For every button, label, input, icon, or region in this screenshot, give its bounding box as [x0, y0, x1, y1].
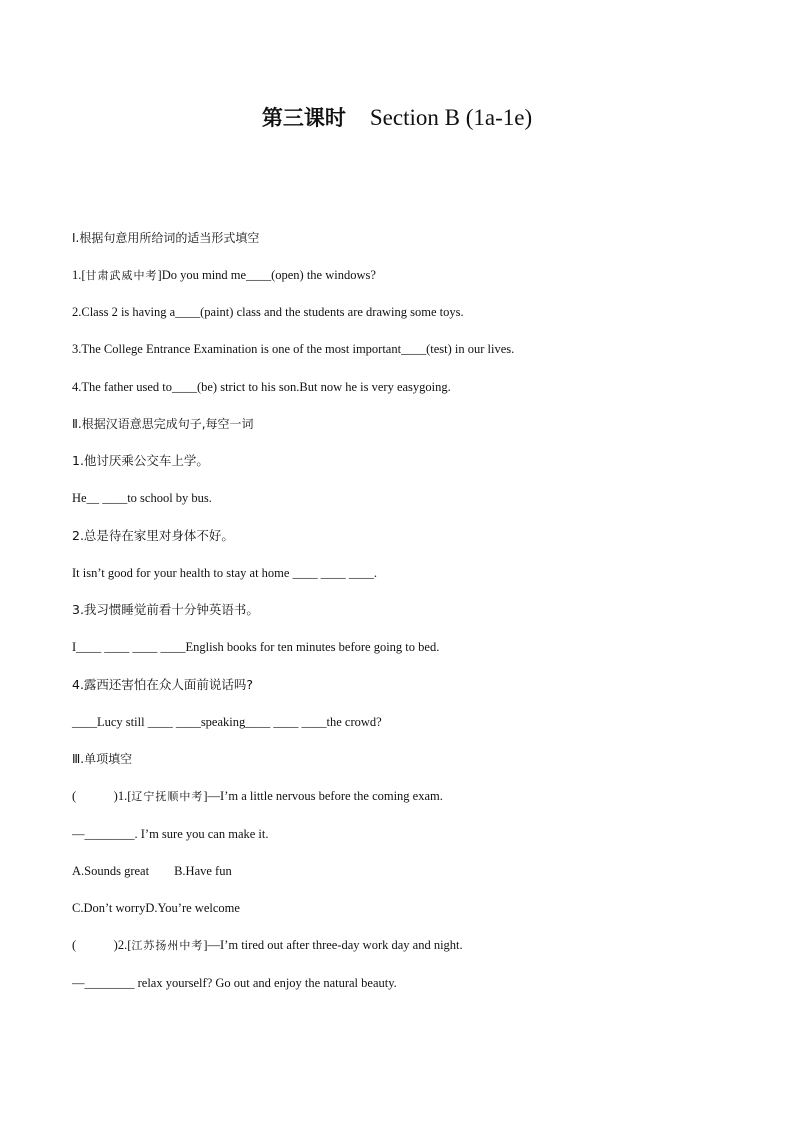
- question-number: 1.[: [72, 268, 86, 282]
- question-text: ]—I’m tired out after three-day work day and night.: [203, 938, 463, 952]
- section-2-question-1-chinese: 1.他讨厌乘公交车上学。: [72, 453, 209, 468]
- section-2-heading: Ⅱ.根据汉语意思完成句子,每空一词: [72, 417, 254, 431]
- question-number: ( )2.[: [72, 938, 132, 952]
- question-source: 甘肃武威中考: [85, 269, 158, 282]
- question-number: ( )1.[: [72, 789, 132, 803]
- question-source: 江苏扬州中考: [131, 939, 204, 952]
- page-title: [0, 102, 794, 134]
- section-3-question-1: [72, 787, 443, 806]
- section-2-question-2-english: It isn’t good for your health to stay at home ____ ____ ____.: [72, 566, 377, 580]
- question-text: ]Do you mind me____(open) the windows?: [157, 268, 376, 282]
- section-1-question-1: [72, 266, 376, 285]
- section-1-question-4: 4.The father used to____(be) strict to his son.But now he is very easygoing.: [72, 380, 451, 394]
- question-source: 辽宁抚顺中考: [131, 790, 204, 803]
- section-3-question-2-reply: —________ relax yourself? Go out and enjoy the natural beauty.: [72, 976, 397, 990]
- section-3-question-1-options-ab: A.Sounds great B.Have fun: [72, 864, 232, 878]
- section-2-question-3-chinese: 3.我习惯睡觉前看十分钟英语书。: [72, 602, 259, 617]
- section-2-question-4-english: ____Lucy still ____ ____speaking____ ____ ____the crowd?: [72, 715, 382, 729]
- section-3-question-1-options-cd: C.Don’t worryD.You’re welcome: [72, 901, 240, 915]
- section-3-question-2: [72, 936, 463, 955]
- section-2-question-2-chinese: 2.总是待在家里对身体不好。: [72, 528, 234, 543]
- section-2-question-1-english: He__ ____to school by bus.: [72, 491, 212, 505]
- section-2-question-3-english: I____ ____ ____ ____English books for ten minutes before going to bed.: [72, 640, 440, 654]
- section-1-heading: Ⅰ.根据句意用所给词的适当形式填空: [72, 231, 260, 245]
- question-text: ]—I’m a little nervous before the coming exam.: [203, 789, 443, 803]
- section-3-question-1-reply: —________. I’m sure you can make it.: [72, 827, 269, 841]
- section-1-question-2: 2.Class 2 is having a____(paint) class and the students are drawing some toys.: [72, 305, 464, 319]
- section-1-question-3: 3.The College Entrance Examination is one of the most important____(test) in our lives.: [72, 342, 515, 356]
- title-chinese: 第三课时: [261, 106, 346, 130]
- section-3-heading: Ⅲ.单项填空: [72, 752, 133, 766]
- section-2-question-4-chinese: 4.露西还害怕在众人面前说话吗?: [72, 677, 254, 692]
- title-english: Section B (1a-1e): [369, 105, 533, 130]
